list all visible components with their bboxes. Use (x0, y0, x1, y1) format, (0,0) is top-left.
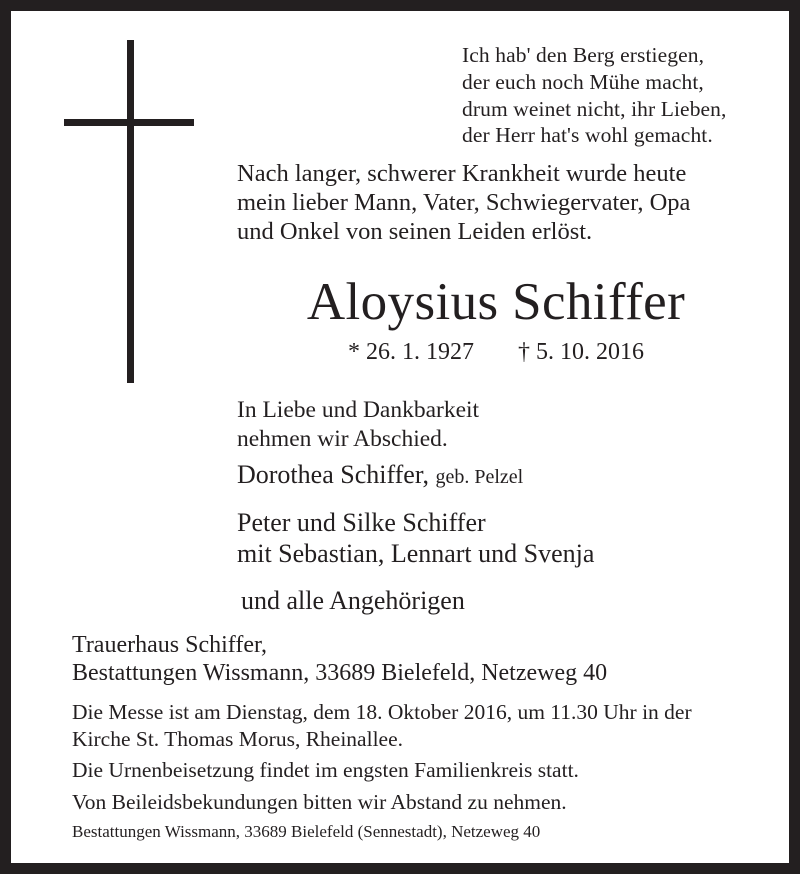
family-relatives-row: und alle Angehörigen (241, 586, 465, 615)
christian-cross-icon (64, 40, 194, 383)
widow-maiden-name: geb. Pelzel (435, 466, 524, 488)
service-details (72, 699, 772, 815)
notice-inner (11, 11, 789, 863)
birth-symbol: * (348, 339, 360, 365)
mourning-house-line-1: Trauerhaus Schiffer, (72, 632, 267, 658)
poem-line-1: Ich hab' den Berg erstiegen, (462, 43, 705, 67)
birth-date: 26. 1. 1927 (366, 339, 474, 365)
farewell-line-2: nehmen wir Abschied. (237, 425, 448, 452)
mass-line-1: Die Messe ist am Dienstag, dem 18. Oktober 2016, um 11.30 Uhr in der (72, 700, 692, 724)
mass-line-2: Kirche St. Thomas Morus, Rheinallee. (72, 726, 404, 751)
poem-line-3: drum weinet nicht, ihr Lieben, (462, 96, 727, 121)
farewell-line-1: In Liebe und Dankbarkeit (237, 397, 480, 423)
cross-horizontal-bar (64, 119, 194, 126)
widow-name: Dorothea Schiffer, (237, 460, 429, 489)
death-symbol: † (518, 339, 530, 365)
family-widow-row (237, 459, 757, 493)
deceased-name: Aloysius Schiffer (306, 273, 686, 331)
poem-line-2: der euch noch Mühe macht, (462, 69, 704, 94)
death-date: 5. 10. 2016 (536, 339, 644, 365)
announcement-line-1: Nach langer, schwerer Krankheit wurde heute (237, 160, 687, 187)
poem-line-4: der Herr hat's wohl gemacht. (462, 123, 713, 148)
surviving-family-list (237, 459, 757, 616)
mourning-house-line-2: Bestattungen Wissmann, 33689 Bielefeld, Netzeweg 40 (72, 660, 608, 686)
cross-vertical-bar (127, 40, 134, 383)
life-dates (11, 338, 789, 366)
mourning-house-address (72, 631, 762, 687)
family-children-row: Peter und Silke Schiffer (237, 508, 486, 537)
memorial-poem (462, 42, 762, 149)
condolences-line: Von Beileidsbekundungen bitten wir Abstand zu nehmen. (72, 789, 567, 814)
family-grandchildren-row: mit Sebastian, Lennart und Svenja (237, 539, 595, 568)
announcement-line-3: und Onkel von seinen Leiden erlöst. (237, 217, 593, 245)
funeral-home-footer: Bestattungen Wissmann, 33689 Bielefeld (Sennestadt), Netzeweg 40 (72, 822, 541, 841)
burial-line: Die Urnenbeisetzung findet im engsten Familienkreis statt. (72, 758, 579, 782)
death-announcement (237, 160, 757, 246)
farewell-message (237, 396, 757, 453)
announcement-line-2: mein lieber Mann, Vater, Schwiegervater, Opa (237, 188, 691, 216)
